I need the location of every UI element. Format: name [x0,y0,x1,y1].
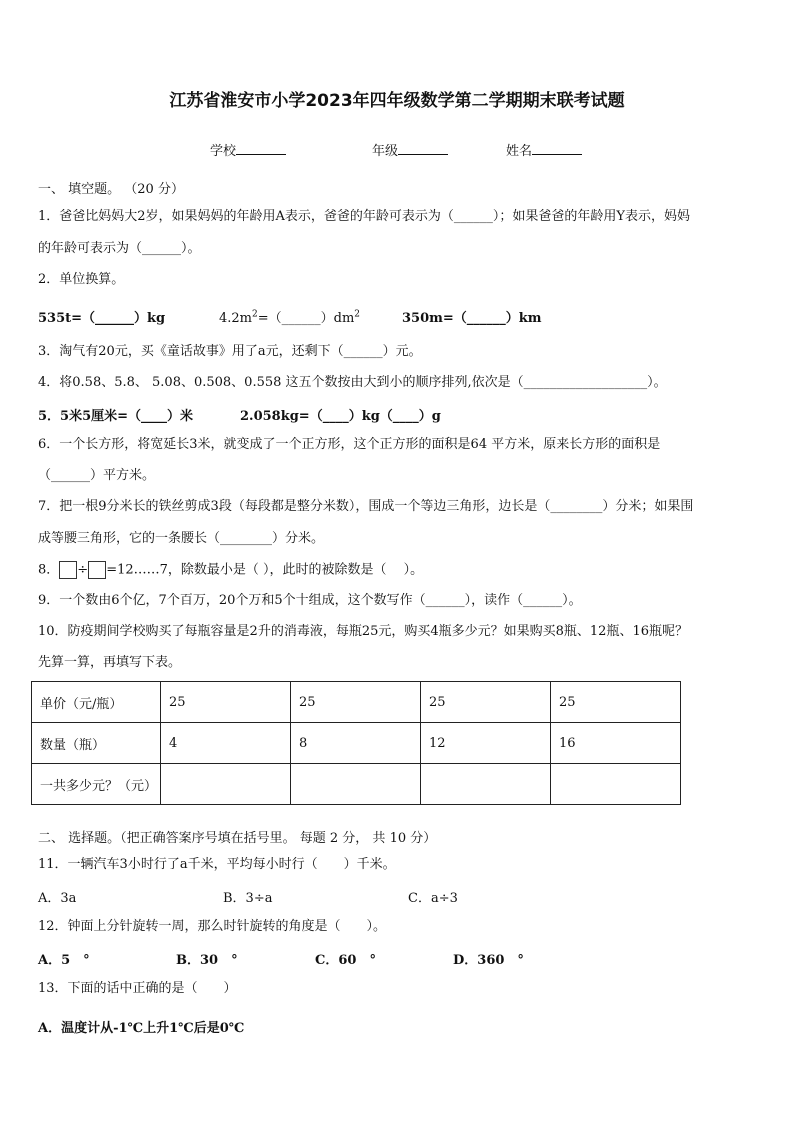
name-label: 姓名 [506,144,533,159]
table-row [32,682,681,723]
table-cell: 数量（瓶） [32,723,161,764]
price-table [31,681,681,805]
question-2-part-b [219,307,360,326]
section-1-heading: 一、 填空题。 （20 分） [38,182,184,197]
school-field [210,140,286,159]
q2b-text-2: =（______）dm [257,311,355,326]
grade-label: 年级 [372,144,399,159]
question-5-part-b: 2.058kg=（____）kg（____）g [240,409,441,424]
question-3: 3．淘气有20元，买《童话故事》用了a元，还剩下（______）元。 [38,344,422,359]
question-8 [38,561,758,580]
table-cell: 12 [421,723,551,764]
q2b-superscript: 2 [252,309,258,320]
divisor-box[interactable] [88,561,106,579]
name-blank[interactable] [532,142,582,155]
question-6-line-2: （______）平方米。 [38,468,156,483]
q13-option-a[interactable]: A．温度计从-1℃上升1℃后是0℃ [38,1021,245,1036]
q12-option-c[interactable]: C．60 ° [315,953,376,968]
answer-cell[interactable] [291,764,421,805]
answer-cell[interactable] [551,764,681,805]
dividend-box[interactable] [59,561,77,579]
q12-option-d[interactable]: D．360 ° [453,953,524,968]
section-2-heading: 二、 选择题。（把正确答案序号填在括号里。 每题 2 分， 共 10 分） [38,831,437,846]
table-row [32,764,681,805]
question-4: 4．将0.58、5.8、 5.08、0.508、0.558 这五个数按由大到小的顺序排列,依次是（___________________）。 [38,375,667,390]
name-field [506,140,582,159]
table-cell: 16 [551,723,681,764]
answer-cell[interactable] [421,764,551,805]
question-7-line-2: 成等腰三角形，它的一条腰长（________）分米。 [38,531,325,546]
question-5-part-a: 5．5米5厘米=（____）米 [38,409,194,424]
table-cell: 单价（元/瓶） [32,682,161,723]
q2b-text: 4.2m [219,311,253,326]
question-6-line-1: 6．一个长方形，将宽延长3米，就变成了一个正方形，这个正方形的面积是64 平方米，原来长方形的面积是 [38,437,661,452]
question-7-line-1: 7．把一根9分米长的铁丝剪成3段（每段都是整分米数），围成一个等边三角形，边长是（________）分米；如果围 [38,499,694,514]
school-blank[interactable] [236,142,286,155]
table-cell: 8 [291,723,421,764]
question-10-line-1: 10．防疫期间学校购买了每瓶容量是2升的消毒液，每瓶25元，购买4瓶多少元？如果购买8瓶、12瓶、16瓶呢？ [38,624,688,639]
q2b-superscript-2: 2 [354,309,361,320]
q11-option-b[interactable]: B．3÷a [223,891,273,906]
q12-option-a[interactable]: A．5 ° [38,953,90,968]
table-row [32,723,681,764]
question-11: 11．一辆汽车3小时行了a千米，平均每小时行（ ）千米。 [38,857,396,872]
question-10-line-2: 先算一算，再填写下表。 [38,655,182,670]
grade-field [372,140,448,159]
question-2: 2．单位换算。 [38,272,125,287]
q8-number: 8． [38,562,60,578]
question-2-part-a: 535t=（______）kg [38,311,166,326]
q11-option-a[interactable]: A．3a [38,891,77,906]
q12-option-b[interactable]: B．30 ° [176,953,238,968]
school-label: 学校 [210,144,237,159]
question-13: 13．下面的话中正确的是（ ） [38,981,237,996]
question-1-line-1: 1．爸爸比妈妈大2岁，如果妈妈的年龄用A表示，爸爸的年龄可表示为（______）；如果爸爸的年龄用Y表示，妈妈 [38,209,691,224]
q11-option-c[interactable]: C．a÷3 [408,891,458,906]
grade-blank[interactable] [398,142,448,155]
q8-text: =12……7，除数最小是（ ），此时的被除数是（ ）。 [106,562,424,578]
table-cell: 25 [291,682,421,723]
question-1-line-2: 的年龄可表示为（______）。 [38,241,201,256]
question-9: 9．一个数由6个亿，7个百万，20个万和5个十组成，这个数写作（______），读作（______）。 [38,593,582,608]
table-cell: 4 [161,723,291,764]
question-12: 12．钟面上分针旋转一周，那么时针旋转的角度是（ ）。 [38,919,387,934]
divide-sign: ÷ [77,562,89,578]
table-cell: 一共多少元？（元） [32,764,161,805]
page-title: 江苏省淮安市小学2023年四年级数学第二学期期末联考试题 [169,91,625,111]
table-cell: 25 [551,682,681,723]
answer-cell[interactable] [161,764,291,805]
question-2-part-c: 350m=（______）km [402,311,542,326]
table-cell: 25 [421,682,551,723]
table-cell: 25 [161,682,291,723]
